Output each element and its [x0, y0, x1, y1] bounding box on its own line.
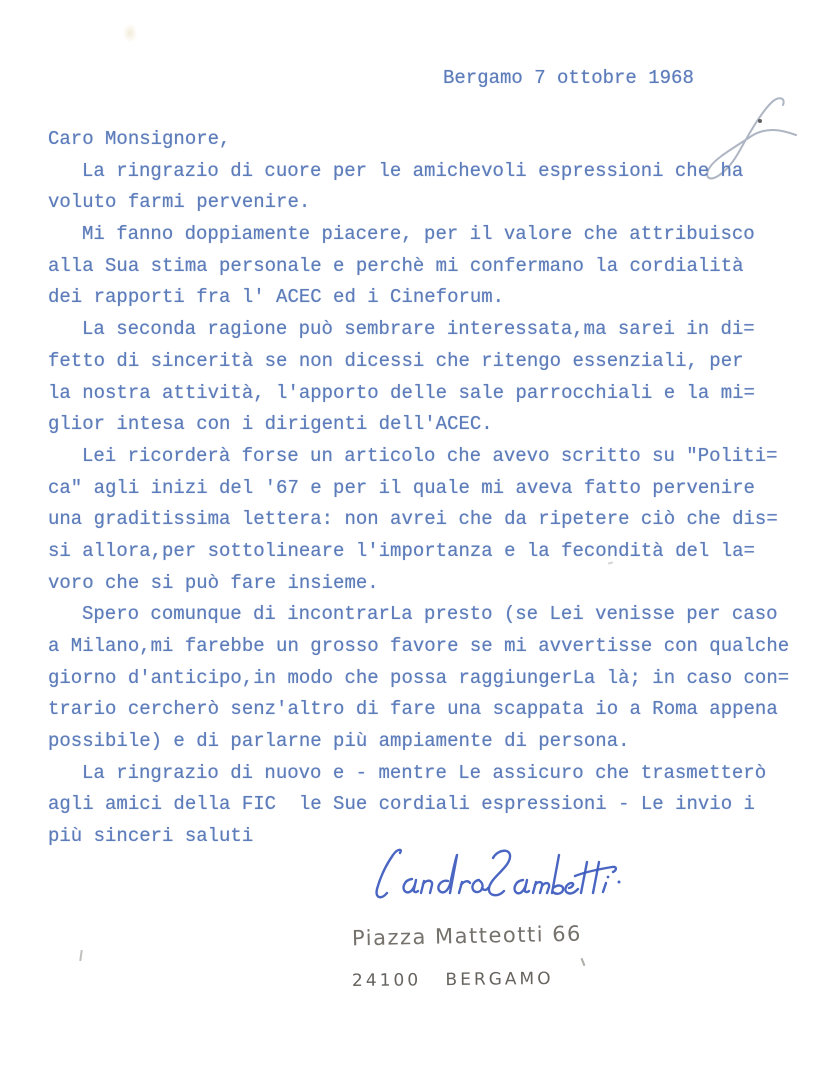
signature-handwriting [340, 845, 640, 925]
letter-line: agli amici della FIC le Sue cordiali espressioni - Le invio i [48, 793, 755, 816]
scan-speck [581, 958, 586, 966]
letter-line: Lei ricorderà forse un articolo che avevo scritto su "Politi= [82, 444, 778, 467]
letter-line: fetto di sincerità se non dicessi che ritengo essenziali, per [48, 349, 744, 372]
letter-line: Spero comunque di incontrarLa presto (se Lei venisse per caso [82, 603, 778, 626]
letter-line: a Milano,mi farebbe un grosso favore se mi avvertisse con qualche [48, 635, 790, 657]
address-city: 24100 BERGAMO [351, 968, 554, 992]
letter-line: La ringrazio di cuore per le amichevoli espressioni che ha [82, 159, 744, 182]
letter-line: trario cercherò senz'altro di fare una scappata io a Roma appena [48, 698, 778, 721]
letter-line: una graditissima lettera: non avrei che da ripetere ciò che dis= [48, 508, 778, 531]
address-street: Piazza Matteotti 66 [351, 921, 583, 951]
letter-line: più sinceri saluti [48, 825, 254, 848]
letter-line: Mi fanno doppiamente piacere, per il valore che attribuisco [82, 223, 755, 246]
letter-line: giorno d'anticipo,in modo che possa raggiungerLa là; in caso con= [48, 666, 790, 689]
letter-line: voro che si può fare insieme. [48, 571, 379, 594]
letter-body [48, 124, 818, 853]
letter-line: glior intesa con i dirigenti dell'ACEC. [48, 413, 493, 436]
letter-line: voluto farmi pervenire. [48, 191, 311, 214]
letter-line: Caro Monsignore, [48, 128, 231, 150]
letter-line: possibile) e di parlarne più ampiamente di persona. [48, 730, 630, 753]
letter-line: La ringrazio di nuovo e - mentre Le assicuro che trasmetterò [82, 761, 767, 784]
scan-speck [79, 950, 83, 961]
letter-line: ca" agli inizi del '67 e per il quale mi aveva fatto pervenire [48, 476, 755, 499]
letter-line: la nostra attività, l'apporto delle sale parrocchiali e la mi= [48, 381, 755, 404]
date-line: Bergamo 7 ottobre 1968 [443, 67, 694, 89]
letter-line: alla Sua stima personale e perchè mi confermano la cordialità [48, 254, 744, 277]
scan-smudge [120, 20, 140, 46]
letter-line: dei rapporti fra l' ACEC ed i Cineforum. [48, 286, 505, 309]
letter-line: si allora,per sottolineare l'importanza e la fecondità del la= [48, 539, 755, 562]
letter-line: La seconda ragione può sembrare interessata,ma sarei in di= [82, 318, 755, 341]
